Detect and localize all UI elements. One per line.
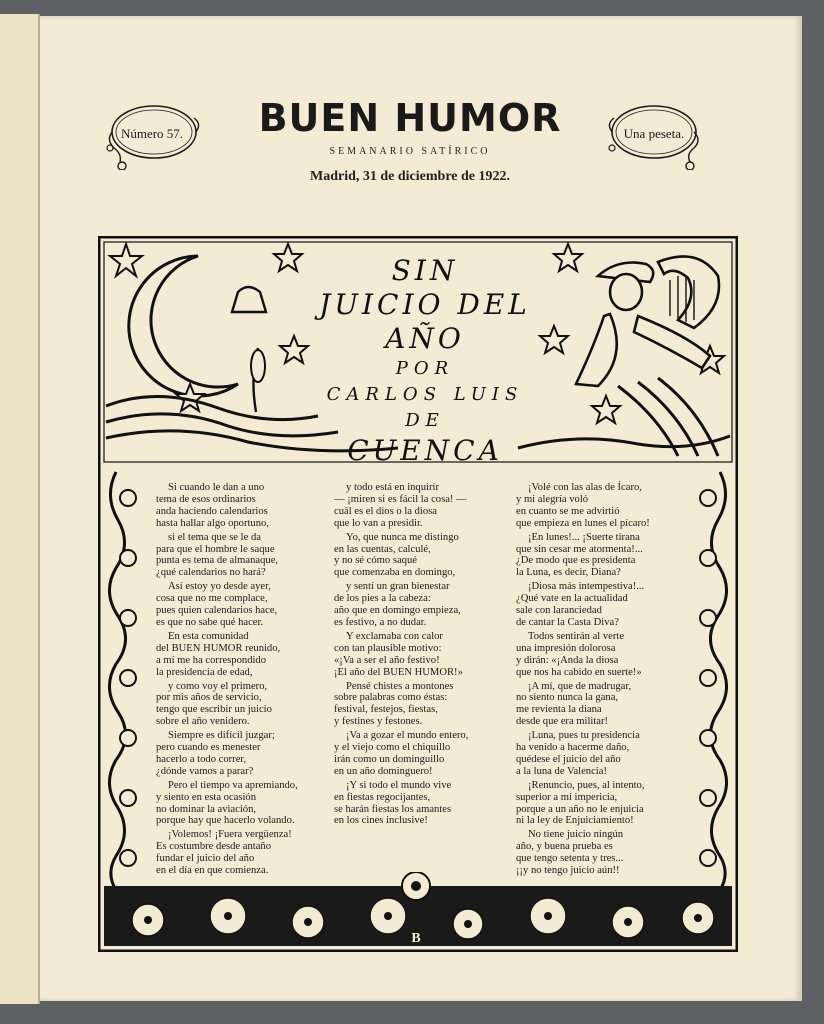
- magazine-title: BUEN HUMOR: [258, 96, 562, 140]
- stanza: [516, 631, 684, 679]
- poem-column-1: [156, 482, 332, 879]
- issue-number: Número 57.: [120, 126, 184, 141]
- poem-line: es festivo, a no dudar.: [334, 616, 427, 628]
- poem-line: ¡Va a gozar el mundo entero,: [346, 730, 469, 742]
- poem-line: porque hay que hacerlo volando.: [156, 815, 295, 827]
- poem-line: a mí me ha correspondido: [156, 654, 267, 666]
- stanza: [334, 681, 506, 729]
- poem-line: la Luna, es decir, Diana?: [516, 567, 621, 579]
- poem-line: que comenzaba en domingo,: [334, 567, 456, 579]
- stanza: [156, 631, 332, 679]
- poem-line: en un año dominguero!: [334, 765, 433, 777]
- poem-line: y no sé cómo saqué: [334, 555, 417, 567]
- artist-signature: B: [411, 931, 421, 946]
- poem-line: y como voy el primero,: [168, 680, 268, 692]
- stanza: [516, 482, 684, 530]
- poem-column-2: [334, 482, 506, 829]
- poem-line: de cantar la Casta Diva?: [516, 616, 619, 628]
- poem-line: porque a un año no le enjuicia: [516, 803, 644, 815]
- facing-page-edge: [0, 14, 40, 1004]
- poem-line: ¿dónde vamos a parar?: [156, 765, 254, 777]
- poem-line: tema de esos ordinarios: [156, 493, 256, 505]
- illustration-title: [290, 254, 560, 468]
- poem-line: ¡Volé con las alas de Ícaro,: [528, 482, 642, 493]
- poem-line: hacerlo a todo correr,: [156, 753, 247, 765]
- poem-line: En esta comunidad: [168, 630, 249, 642]
- poem-line: ¡Y si todo el mundo vive: [346, 779, 452, 791]
- stanza: [334, 730, 506, 778]
- stanza: [156, 780, 332, 828]
- poem-line: tengo que escribir un juicio: [156, 704, 272, 716]
- stanza: [156, 581, 332, 629]
- poem-line: Y exclamaba con calor: [346, 630, 443, 642]
- poem-line: que nos ha cabido en suerte!»: [516, 666, 642, 678]
- poem-line: y festines y festones.: [334, 716, 423, 728]
- poem-line: Todos sentirán al verte: [528, 630, 625, 642]
- poem-line: que tengo setenta y tres...: [516, 853, 624, 865]
- poem-line: Pensé chistes a montones: [346, 680, 454, 692]
- poem-line: y el viejo como el chiquillo: [334, 742, 451, 754]
- poem-line: — ¡miren si es fácil la cosa! —: [334, 493, 467, 505]
- poem-line: que sin cesar me atormenta!...: [516, 543, 643, 555]
- poem-line: sobre el año venidero.: [156, 716, 250, 728]
- stanza: [156, 730, 332, 778]
- poem-line: en los cines inclusive!: [334, 815, 428, 827]
- poem-column-3: [516, 482, 684, 879]
- poem-line: festival, festejos, fiestas,: [334, 704, 438, 716]
- poem-line: «¡Va a ser el año festivo!: [334, 654, 440, 666]
- stanza: [516, 681, 684, 729]
- poem-line: a la luna de Valencia!: [516, 765, 607, 777]
- poem-line: para que el hombre le saque: [156, 543, 275, 555]
- poem-line: fundar el juicio del año: [156, 853, 255, 865]
- poem-line: y todo está en inquirir: [346, 482, 439, 493]
- poem-line: y siento en esta ocasión: [156, 791, 257, 803]
- poem-line: No tiene juicio ningún: [528, 829, 624, 841]
- poem-line: en las cuentas, calculé,: [334, 543, 431, 555]
- poem-line: y dirán: «¡Anda la diosa: [516, 654, 619, 666]
- poem-line: ¿De modo que es presidenta: [516, 555, 636, 567]
- poem-line: Si cuando le dan a uno: [168, 482, 265, 493]
- poem-line: la presidencia de edad,: [156, 666, 253, 678]
- stanza: [334, 581, 506, 629]
- poem-line: anda haciendo calendarios: [156, 505, 268, 517]
- poem-line: Así estoy yo desde ayer,: [168, 581, 271, 593]
- poem-line: ¡Renuncio, pues, al intento,: [528, 779, 645, 791]
- magazine-subtitle: SEMANARIO SATÍRICO: [329, 146, 491, 157]
- poem-line: año, y buena prueba es: [516, 841, 613, 853]
- poem-line: en el día en que comienza.: [156, 865, 269, 877]
- poem-line: en fiestas regocijantes,: [334, 791, 431, 803]
- poem-line: Es costumbre desde antaño: [156, 841, 272, 853]
- poem-line: sobre palabras como éstas:: [334, 692, 448, 704]
- price: Una peseta.: [623, 126, 685, 141]
- author-de: DE: [405, 410, 445, 431]
- poem-line: por mis años de servicio,: [156, 692, 262, 704]
- poem-line: con tan plausible motivo:: [334, 642, 442, 654]
- poem-line: no dominar la aviación,: [156, 803, 257, 815]
- poem-line: quédese el juicio del año: [516, 753, 621, 765]
- poem-line: desde que era militar!: [516, 716, 609, 728]
- poem-line: ¡El año del BUEN HUMOR!»: [334, 666, 463, 678]
- poem-line: irán como un dominguillo: [334, 753, 445, 765]
- poem-line: Yo, que nunca me distingo: [346, 531, 459, 543]
- poem-line: ¡Diosa más intempestiva!...: [528, 581, 645, 593]
- issue-date: Madrid, 31 de diciembre de 1922.: [309, 169, 510, 184]
- poem-line: y sentí un gran bienestar: [346, 581, 450, 593]
- poem-line: hasta hallar algo oportuno,: [156, 517, 269, 529]
- poem-line: en cuanto se me advirtió: [516, 505, 620, 517]
- poem-line: ¿Qué vate en la actualidad: [516, 593, 628, 605]
- poem-line: si el tema que se le da: [168, 531, 261, 543]
- poem-line: una impresión dolorosa: [516, 642, 616, 654]
- masthead: [250, 96, 570, 185]
- poem-line: ¿qué calendarios no hará?: [156, 567, 266, 579]
- poem-line: cuál es el dios o la diosa: [334, 505, 437, 517]
- author-surname: CUENCA: [347, 434, 503, 467]
- stanza: [334, 482, 506, 530]
- poem-line: pero cuando es menester: [156, 742, 261, 754]
- poem-line: superior a mi impericia,: [516, 791, 618, 803]
- poem-line: punta es tema de almanaque,: [156, 555, 279, 567]
- poem-line: sale con laranciedad: [516, 605, 602, 617]
- price-cartouche: [606, 98, 702, 170]
- poem-line: ¡¡y no tengo juicio aún!!: [516, 865, 620, 877]
- stanza: [516, 829, 684, 877]
- stanza: [156, 829, 332, 877]
- byline-por: POR: [395, 358, 455, 379]
- title-juicio-del: JUICIO DEL: [319, 288, 531, 321]
- poem-line: me revienta la diana: [516, 704, 602, 716]
- poem-line: que empieza en lunes el pícaro!: [516, 517, 650, 529]
- stanza: [156, 681, 332, 729]
- poem-line: es que no sabe qué hacer.: [156, 616, 264, 628]
- stanza: [516, 581, 684, 629]
- poem-line: ha venido a hacerme daño,: [516, 742, 630, 754]
- poem-line: Siempre es difícil juzgar;: [168, 730, 275, 742]
- stanza: [334, 532, 506, 580]
- poem-line: que lo van a presidir.: [334, 517, 423, 529]
- poem-line: se harán fiestas los amantes: [334, 803, 452, 815]
- author-name: CARLOS LUIS: [326, 384, 524, 405]
- title-ano: AÑO: [385, 322, 465, 355]
- stanza: [334, 780, 506, 828]
- stanza: [334, 631, 506, 679]
- poem-line: Pero el tiempo va apremiando,: [168, 779, 298, 791]
- poem-body: [154, 482, 680, 877]
- poem-line: cosa que no me complace,: [156, 593, 268, 605]
- poem-line: del BUEN HUMOR reunido,: [156, 642, 281, 654]
- poem-line: ¡Volemos! ¡Fuera vergüenza!: [168, 829, 292, 841]
- poem-line: pues quien calendarios hace,: [156, 605, 278, 617]
- poem-line: ¡En lunes!... ¡Suerte tirana: [528, 531, 640, 543]
- poem-line: ¡A mí, que de madrugar,: [528, 680, 632, 692]
- stanza: [516, 730, 684, 778]
- poem-line: no siento nunca la gana,: [516, 692, 619, 704]
- stanza: [156, 532, 332, 580]
- stanza: [516, 532, 684, 580]
- poem-line: de los pies a la cabeza:: [334, 593, 431, 605]
- title-word-sin: SIN: [391, 254, 459, 287]
- poem-line: y mi alegría voló: [516, 493, 589, 505]
- poem-line: año que en domingo empieza,: [334, 605, 461, 617]
- issue-number-cartouche: [104, 98, 200, 170]
- poem-line: ni la ley de Enjuiciamiento!: [516, 815, 634, 827]
- stanza: [156, 482, 332, 530]
- stanza: [516, 780, 684, 828]
- poem-line: ¡Luna, pues tu presidencia: [528, 730, 640, 742]
